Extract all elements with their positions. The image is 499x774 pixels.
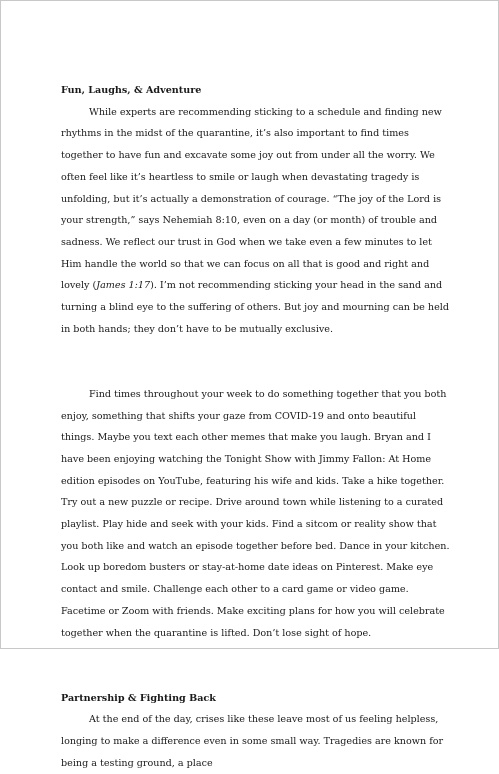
- section-heading-partnership: Partnership & Fighting Back: [61, 692, 216, 704]
- paragraph-activities: Find times throughout your week to do something together that you both enjoy, something that shifts your gaze from COVID-19 and onto beautiful things. Maybe you text each other memes that make you laugh. Bryan and I have been enjoying watching the Tonight Show with Jimmy Fallon: At Home edition episodes on YouTube, featuring his wife and kids. Take a hike together. Try out a new puzzle or recipe. Drive around town while listening to a curated playlist. Play hide and seek with your kids. Find a sitcom or reality show that you both like and watch an episode together before bed. Dance in your kitchen. Look up boredom busters or stay-at-home date ideas on Pinterest. Make eye contact and smile. Challenge each other to a card game or video game. Facetime or Zoom with friends. Make exciting plans for how you will celebrate together when the quarantine is lifted. Don’t lose sight of hope.: [61, 388, 450, 639]
- paragraph-spacer: [61, 666, 451, 688]
- paragraph-spacer: [61, 362, 451, 384]
- section-heading-fun: Fun, Laughs, & Adventure: [61, 85, 202, 96]
- document-body: [61, 80, 451, 774]
- paragraph-joy-text-b: ). I’m not recommending sticking your head in the sand and turning a blind eye to the suffering of others. But joy and mourning can be held in both hands; they don’t have to be mutually exclusive.: [61, 280, 449, 335]
- paragraph-joy-text-a: While experts are recommending sticking to a schedule and finding new rhythms in the midst of the quarantine, it’s also important to find times together to have fun and excavate some joy out from under all the worry. We often feel like it’s heartless to smile or laugh when devastating tragedy is unfolding, but it’s actually a demonstration of courage. “The joy of the Lord is your strength,” says Nehemiah 8:10, even on a day (or month) of trouble and sadness. We reflect our trust in God when we take even a few minutes to let Him handle the world so that we can focus on all that is good and right and lovely (: [61, 106, 442, 292]
- paragraph-crises: At the end of the day, crises like these leave most of us feeling helpless, longing to make a difference even in some small way. Tragedies are known for being a testing ground, a place: [61, 714, 444, 769]
- paragraph-spacer: [61, 644, 451, 666]
- scripture-citation: James 1:17: [96, 280, 151, 292]
- paragraph-spacer: [61, 340, 451, 362]
- paragraph-joy: [61, 102, 451, 341]
